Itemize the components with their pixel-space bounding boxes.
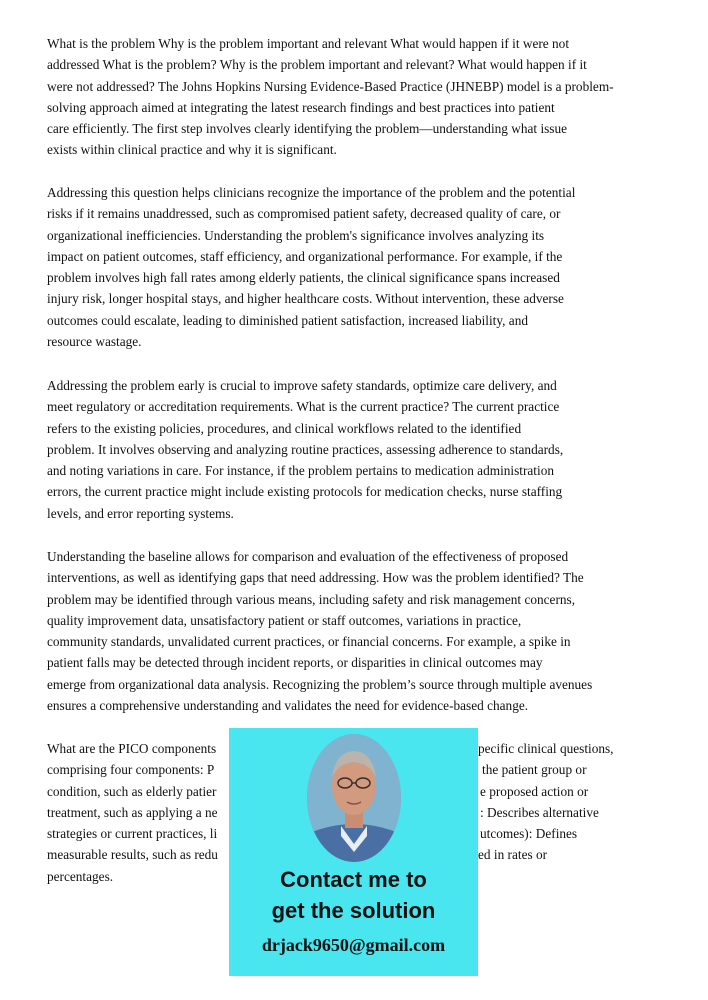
text-line: problem involves high fall rates among elderly patients, the clinical significance spans increased (47, 270, 560, 286)
text-line: comprising four components: P (47, 762, 215, 778)
text-fragment: e proposed action or (480, 783, 589, 799)
contact-email[interactable]: drjack9650@gmail.com (261, 935, 446, 955)
text-line: What are the PICO components (47, 741, 217, 756)
text-line: impact on patient outcomes, staff efficiency, and organizational performance. For example, if the (47, 248, 563, 264)
paragraph-1 (47, 33, 687, 161)
text-line: refers to the existing policies, procedures, and clinical workflows related to the identified (47, 420, 522, 436)
text-line: strategies or current practices, li (47, 826, 218, 842)
text-fragment: : Describes alternative (480, 804, 599, 820)
text-fragment: pecific clinical questions, (478, 741, 614, 756)
text-line: and noting variations in care. For instance, if the problem pertains to medication administration (47, 463, 554, 479)
text-line: meet regulatory or accreditation requirements. What is the current practice? The current practice (47, 399, 560, 415)
text-line: exists within clinical practice and why it is significant. (47, 142, 337, 158)
text-line: problem may be identified through various means, including safety and risk management concerns, (47, 591, 576, 607)
text-fragment: the patient group or (482, 762, 587, 778)
text-line: ensures a comprehensive understanding and validates the need for evidence-based change. (47, 698, 529, 714)
text-line: resource wastage. (47, 334, 142, 350)
avatar (307, 734, 401, 862)
text-line: condition, such as elderly patier (47, 783, 217, 799)
text-line: outcomes could escalate, leading to diminished patient satisfaction, increased liability, and (47, 312, 529, 328)
text-line: risks if it remains unaddressed, such as compromised patient safety, decreased quality of care, or (47, 206, 561, 222)
advert-headline-line-1: Contact me to (280, 867, 427, 892)
text-line: levels, and error reporting systems. (47, 505, 234, 521)
paragraph-4 (47, 546, 687, 716)
text-line: care efficiently. The first step involves clearly identifying the problem—understanding what issue (47, 121, 568, 137)
contact-advert[interactable] (229, 728, 478, 976)
text-line: Understanding the baseline allows for comparison and evaluation of the effectiveness of proposed (47, 549, 569, 564)
advert-headline-line-2: get the solution (271, 898, 436, 923)
text-line: organizational inefficiencies. Understanding the problem's significance involves analyzing its (47, 227, 545, 243)
text-line: patient falls may be detected through incident reports, or disparities in clinical outcomes may (47, 655, 543, 671)
text-line: emerge from organizational data analysis. Recognizing the problem’s source through multiple avenues (47, 676, 593, 692)
text-line: What is the problem Why is the problem important and relevant What would happen if it were not (47, 36, 570, 51)
text-line: treatment, such as applying a ne (47, 804, 218, 820)
text-line: injury risk, longer hospital stays, and higher healthcare costs. Without intervention, these adverse (47, 291, 564, 307)
text-line: errors, the current practice might include existing protocols for medication checks, nurse staffing (47, 484, 563, 500)
text-line: community standards, unvalidated current practices, or financial concerns. For example, a spike in (47, 634, 571, 650)
text-line: Addressing this question helps clinicians recognize the importance of the problem and the potential (47, 185, 576, 200)
text-line: interventions, as well as identifying gaps that need addressing. How was the problem identified? The (47, 570, 584, 586)
text-line: solving approach aimed at integrating the latest research findings and best practices into patient (47, 99, 555, 115)
portrait-photo (307, 734, 401, 862)
text-line: percentages. (47, 868, 114, 884)
paragraph-2 (47, 182, 687, 352)
text-line: quality improvement data, unsatisfactory patient or staff outcomes, variations in practice, (47, 612, 522, 628)
text-line: Addressing the problem early is crucial to improve safety standards, optimize care delivery, and (47, 378, 557, 393)
text-fragment: utcomes): Defines (480, 826, 578, 842)
text-line: problem. It involves observing and analyzing routine practices, assessing adherence to standards, (47, 441, 564, 457)
paragraph-5-right-fragments (478, 738, 688, 866)
text-line: were not addressed? The Johns Hopkins Nursing Evidence-Based Practice (JHNEBP) model is a problem- (47, 78, 614, 94)
text-fragment: ed in rates or (478, 847, 548, 863)
text-line: measurable results, such as redu (47, 847, 218, 863)
paragraph-3 (47, 375, 687, 524)
text-line: addressed What is the problem? Why is the problem important and relevant? What would happen if it (47, 57, 587, 73)
